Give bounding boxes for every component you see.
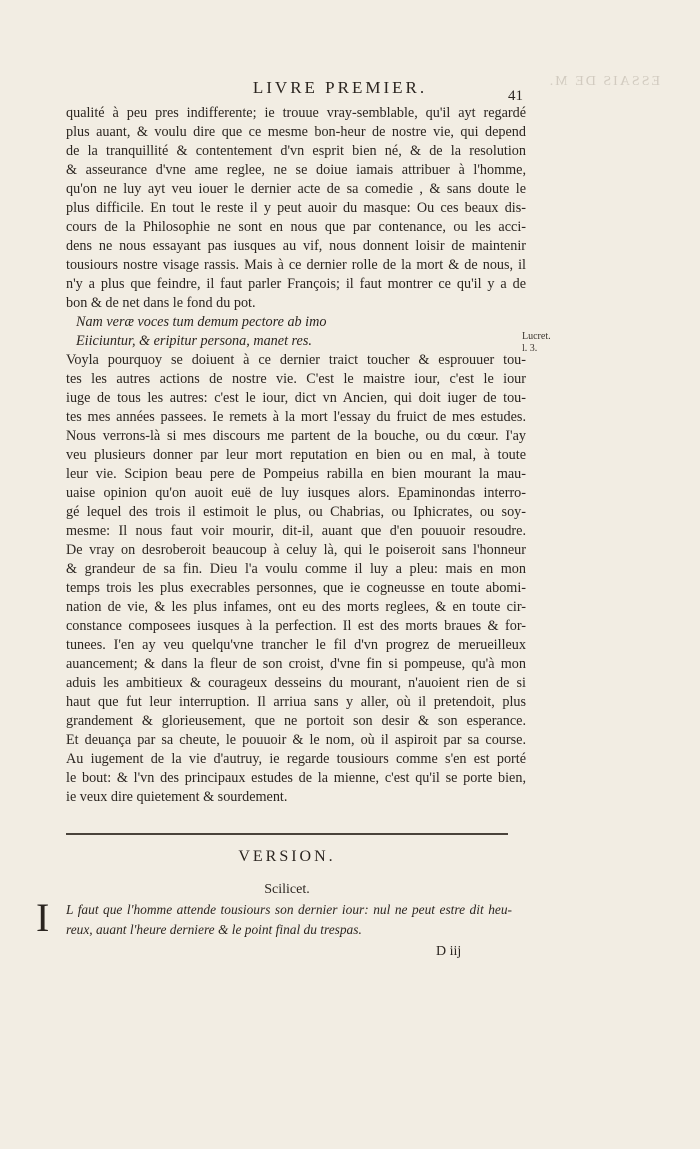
version-line: reux, auant l'heure derniere & le point final du trespas. <box>66 922 362 937</box>
text-line: nation de vie, & les plus infames, ont eu des morts reglees, & en toute cir- <box>66 599 526 615</box>
text-line: De vray on desroberoit beaucoup à celuy là, qui le poiseroit sans l'honneur <box>66 542 526 558</box>
text-line: leur vie. Scipion beau pere de Pompeius rabilla en bien mourant la mau- <box>66 466 526 482</box>
text-line: bon & de net dans le fond du pot. <box>66 295 256 311</box>
main-text <box>66 104 526 807</box>
text-line: qualité à peu pres indifferente; ie trouue vray-semblable, qu'il ayt regardé <box>66 105 526 121</box>
verse-line: Nam veræ voces tum demum pectore ab imo <box>76 314 327 330</box>
text-line: n'y a plus que feindre, il faut parler François; il faut montrer ce qu'il y a de <box>66 276 526 292</box>
signature-mark: D iij <box>436 944 462 959</box>
text-line: de la tranquillité & contentement d'vn esprit bien né, & de la resolution <box>66 143 526 159</box>
text-line: temps trois les plus execrables personnes, que ie cogneusse en toute abomi- <box>66 580 526 596</box>
text-line: constance composees iusques à la perfection. Il est des morts braues & for- <box>66 618 526 634</box>
version-text <box>66 900 512 940</box>
text-line: tunees. I'en ay veu quelqu'vne trancher le fil d'vn progrez de merueilleux <box>66 637 526 653</box>
text-line: Et deuança par sa cheute, le pouuoir & le nom, où il aspiroit par sa course. <box>66 732 526 748</box>
text-line: uaise opinion qu'on auoit euë de luy iusques alors. Epaminondas interro- <box>66 485 526 501</box>
page-header <box>150 78 530 104</box>
text-line: plus difficile. En tout le reste il y peut auoir du masque: Ou ces beaux dis- <box>66 200 526 216</box>
latin-verse <box>66 313 526 351</box>
version-line: L faut que l'homme attende tousiours son dernier iour: nul ne peut estre dit heu- <box>66 902 512 917</box>
text-line: plus auant, & voulu dire que ce mesme bon-heur de nostre vie, qui depend <box>66 124 526 140</box>
text-line: ie veux dire quietement & sourdement. <box>66 789 288 805</box>
bleed-through-text: ESSAIS DE M. <box>547 74 660 89</box>
text-line: iuge de tous les autres: c'est le iour, dict vn Ancien, qui doit iuger de tou- <box>66 390 526 406</box>
text-line: qu'on ne luy ayt veu iouer le dernier acte de sa comedie , & sans doute le <box>66 181 526 197</box>
paragraph-2 <box>66 351 526 807</box>
text-line: le bout: & l'vn des principaux estudes de la mienne, c'est qu'il se porte bien, <box>66 770 526 786</box>
text-line: & asseurance d'vne ame reglee, ne se doiue iamais attribuer à l'homme, <box>66 162 526 178</box>
text-line: haut que fut leur interruption. Il arriua sans y aller, où il pretendoit, plus <box>66 694 526 710</box>
section-divider <box>66 833 508 835</box>
text-line: veu plusieurs donner par leur mort reputation en bien ou en mal, à toute <box>66 447 526 463</box>
drop-cap: I <box>36 895 50 940</box>
margin-note-author: Lucret. <box>522 331 551 342</box>
text-line: tousiours nostre visage rassis. Mais à ce dernier rolle de la mort & de nous, il <box>66 257 526 273</box>
text-line: mesme: Il nous faut voir mourir, dit-il, auant que d'en pouuoir resoudre. <box>66 523 526 539</box>
running-title: LIVRE PREMIER. <box>252 78 428 97</box>
margin-note-book: l. 3. <box>522 343 538 354</box>
text-line: gé lequel des trois il estimoit le plus, ou Chabrias, ou Iphicrates, ou soy- <box>66 504 526 520</box>
page-number: 41 <box>508 88 523 104</box>
text-line: tes mes années passees. Ie remets à la mort l'essay du fruict de mes estudes. <box>66 409 526 425</box>
text-line: Au iugement de la vie d'autruy, ie regarde tousiours comme s'en est porté <box>66 751 526 767</box>
text-line: & grandeur de sa fin. Dieu l'a voulu comme il luy a pleu: mais en mon <box>66 561 526 577</box>
paragraph-1 <box>66 104 526 313</box>
text-line: tes les autres actions de nostre vie. C'est le maistre iour, c'est le iour <box>66 371 526 387</box>
text-line: Voyla pourquoy se doiuent à ce dernier traict toucher & esprouuer tou- <box>66 352 526 368</box>
version-subtitle: Scilicet. <box>264 882 310 897</box>
margin-note <box>522 331 551 355</box>
text-line: cours de la Philosophie ne sont en nous que par contenance, ou les acci- <box>66 219 526 235</box>
text-line: Nous verrons-là si mes discours me partent de la bouche, ou du cœur. I'ay <box>66 428 526 444</box>
text-line: grandement & glorieusement, que ne portoit son desir & son esperance. <box>66 713 526 729</box>
text-line: dens ne nous essayant pas iusques au vif, nous donnent loisir de maintenir <box>66 238 526 254</box>
version-heading: VERSION. <box>238 848 336 865</box>
text-line: aduis les ambitieux & courageux desseins du mourant, n'auoient rien de si <box>66 675 526 691</box>
verse-line: Eiiciuntur, & eripitur persona, manet res. <box>76 333 312 349</box>
text-line: auancement; & dans la fleur de son croist, d'vne fin si pompeuse, qu'à mon <box>66 656 526 672</box>
